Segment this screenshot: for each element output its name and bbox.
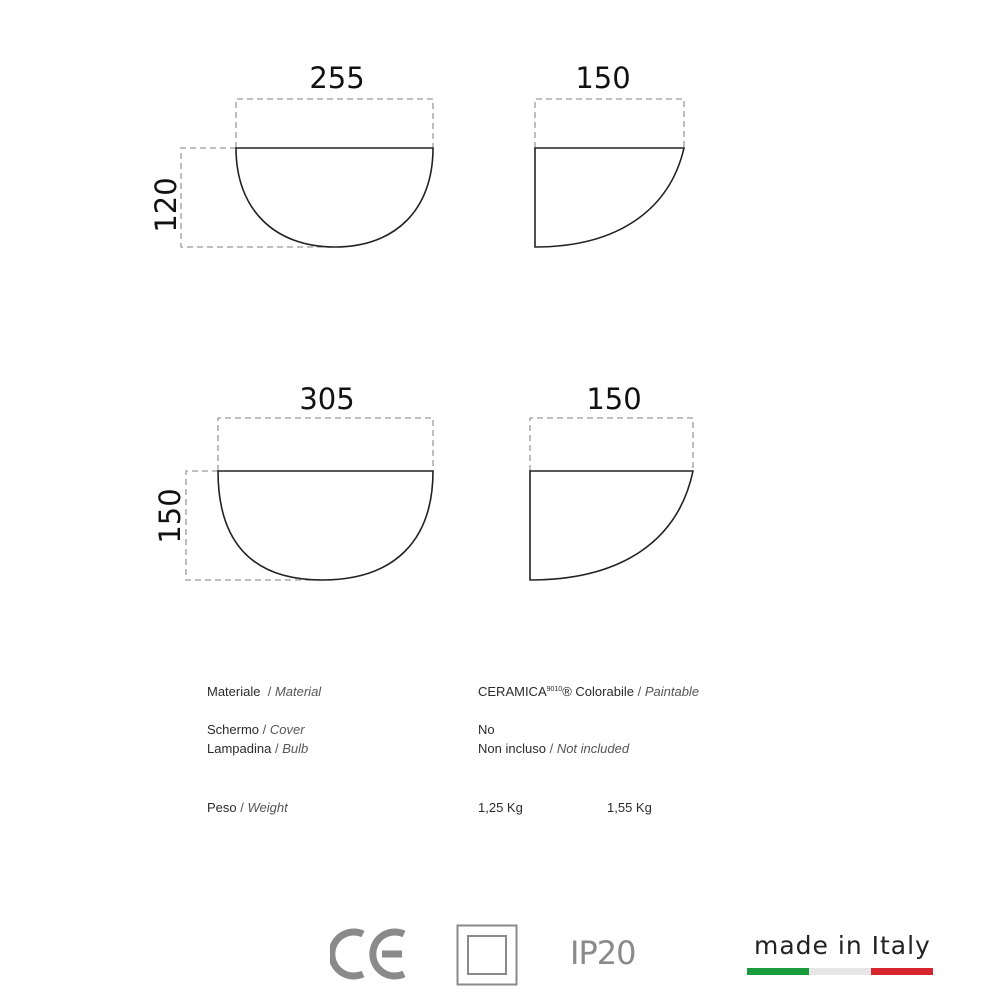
weight-label: Peso / Weight (207, 800, 288, 815)
depth-dimension-line-a (535, 99, 684, 148)
ce-mark-icon (330, 926, 410, 982)
width-label-a: 255 (309, 61, 365, 95)
depth-label-a: 150 (575, 61, 631, 95)
height-label-a: 120 (149, 177, 183, 233)
bulb-value: Non incluso / Not included (478, 741, 630, 756)
material-label: Materiale / Material (207, 684, 322, 699)
side-profile-a (535, 148, 684, 247)
material-value: $CERAMICA^{9010}®$ Colorabile / Paintable (478, 684, 700, 699)
height-dimension-line-a (181, 148, 335, 247)
flag-red (871, 968, 933, 975)
italian-flag-bar (747, 968, 933, 975)
width-dimension-line-b (218, 418, 433, 471)
height-label-b: 150 (153, 488, 187, 544)
width-label-b: 305 (299, 382, 355, 416)
double-insulation-icon (456, 924, 518, 986)
ip-rating: IP20 (570, 934, 636, 972)
weight-value-b: 1,55 Kg (607, 800, 652, 815)
cover-label: Schermo / Cover (207, 722, 305, 737)
flag-white (809, 968, 871, 975)
side-profile-b (530, 471, 693, 580)
made-in-italy-text: made in Italy (754, 931, 931, 960)
flag-green (747, 968, 809, 975)
width-dimension-line-a (236, 99, 433, 148)
bulb-label: Lampadina / Bulb (207, 741, 309, 756)
depth-dimension-line-b (530, 418, 693, 471)
depth-label-b: 150 (586, 382, 642, 416)
front-profile-a (236, 148, 433, 247)
height-dimension-line-b (186, 471, 322, 580)
front-profile-b (218, 471, 433, 580)
cover-value: No (478, 722, 495, 737)
weight-value-a: 1,25 Kg (478, 800, 523, 815)
